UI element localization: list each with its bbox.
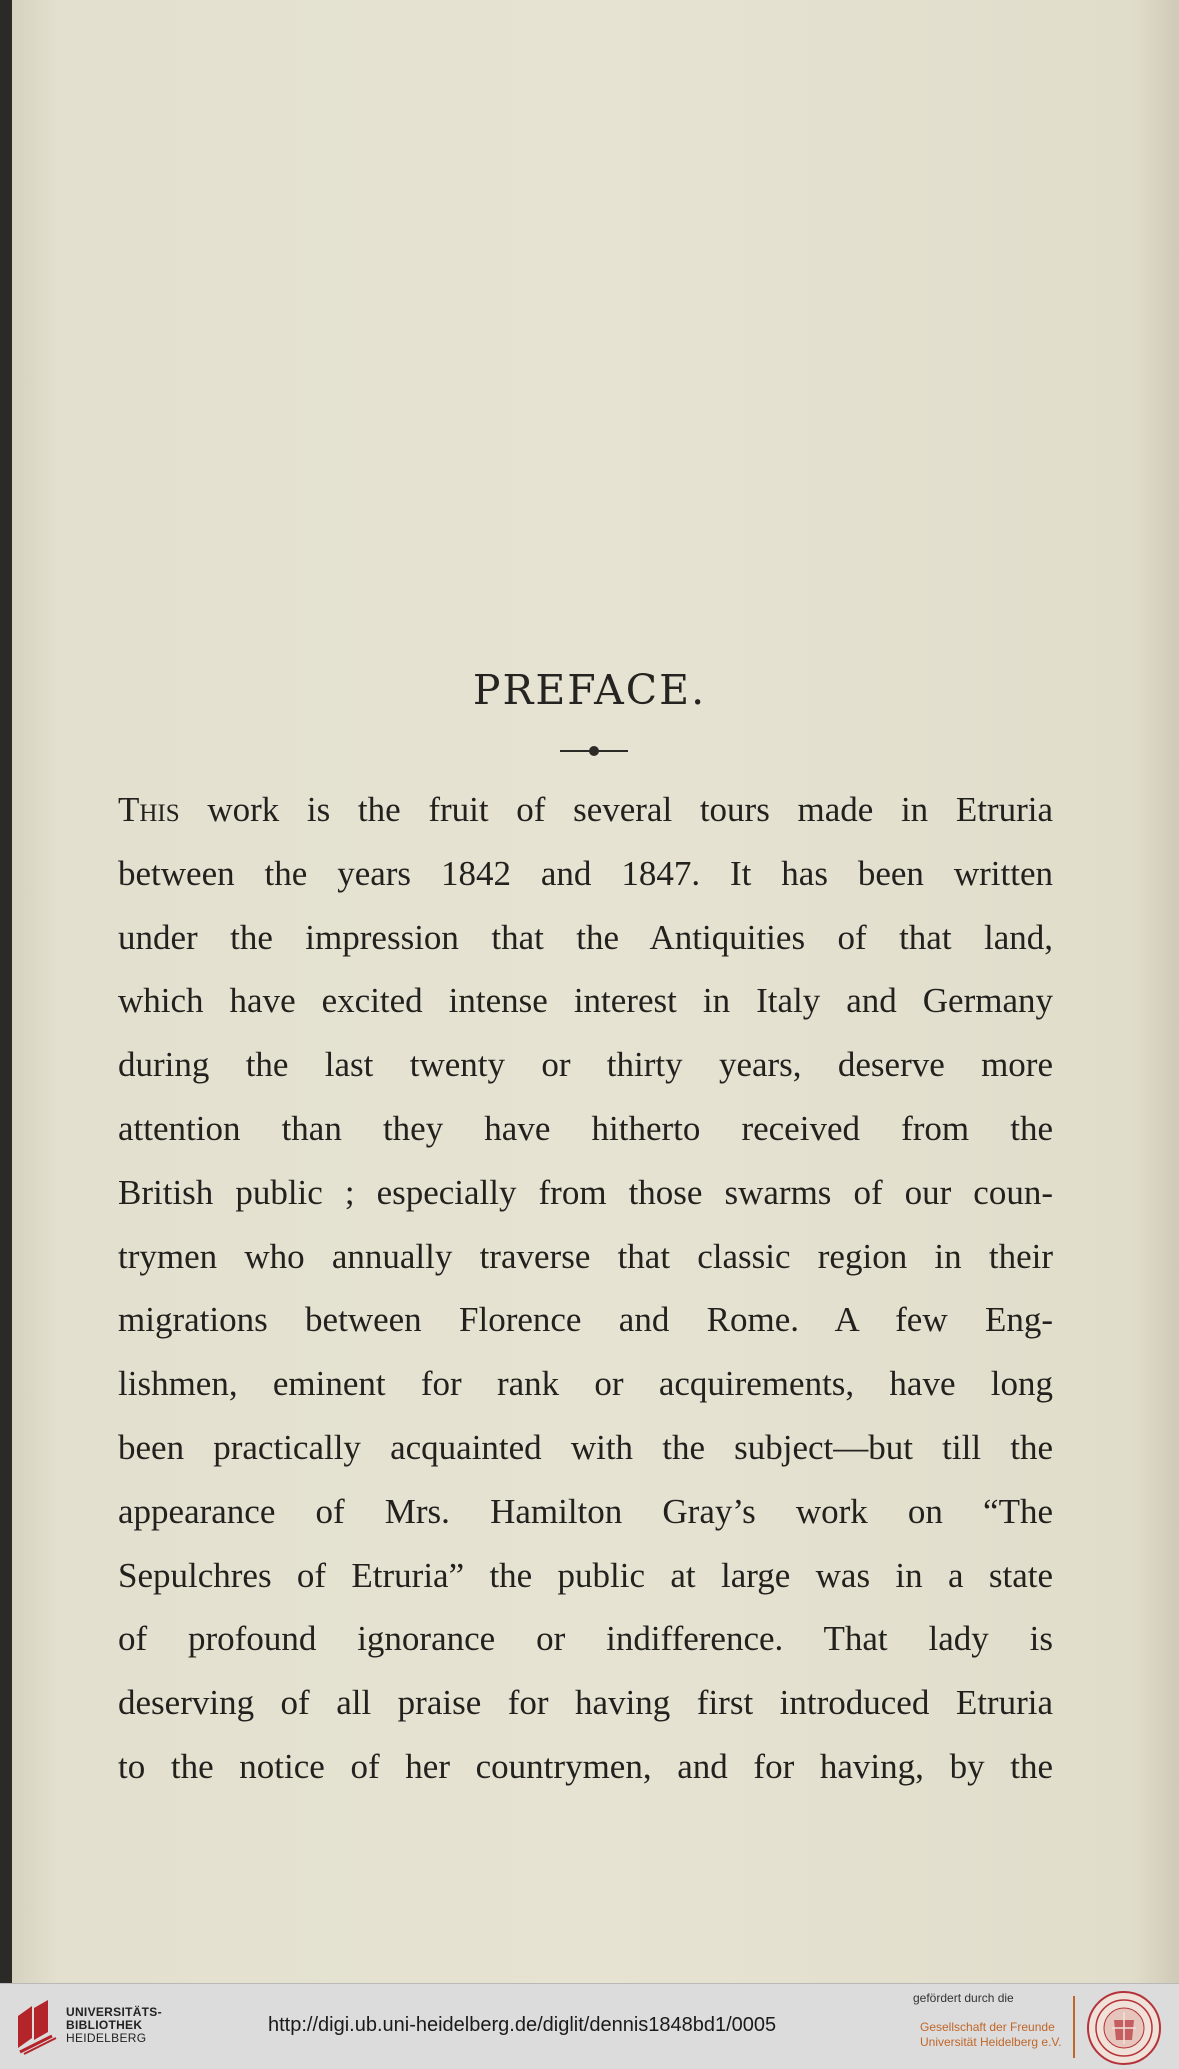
sponsor-name [920,2020,1062,2050]
text-line [118,1480,1053,1544]
line-text: deserving of all praise for having first introduced Etruria [118,1683,1053,1723]
text-line [118,1097,1053,1161]
text-line [118,969,1053,1033]
page-title: PREFACE. [472,666,707,714]
line-text: between the years 1842 and 1847. It has been written [118,853,1053,893]
footer-divider [1073,1996,1075,2058]
text-line [118,778,1053,842]
line-text: under the impression that the Antiquities of that land, [118,917,1053,957]
university-seal-icon [1086,1990,1162,2066]
text-line [118,1735,1053,1799]
line-text: trymen who annually traverse that classic region in their [118,1236,1053,1276]
line-text: appearance of Mrs. Hamilton Gray’s work on “The [118,1491,1053,1531]
library-name-line-3: HEIDELBERG [66,2031,147,2045]
library-name-line-2: BIBLIOTHEK [66,2018,143,2032]
line-text: work is the fruit of several tours made in Etruria [179,790,1053,829]
text-line [118,1607,1053,1671]
university-library-logo-icon [14,1998,58,2056]
sponsor-name-line-1: Gesellschaft der Freunde [920,2020,1055,2034]
line-text: British public ; especially from those swarms of our coun- [118,1172,1053,1212]
line-text: Sepulchres of Etruria” the public at large was in a state [118,1555,1053,1595]
library-name [66,2006,162,2045]
text-line [118,1352,1053,1416]
permalink-url[interactable]: http://digi.ub.uni-heidelberg.de/diglit/dennis1848bd1/0005 [268,2014,777,2036]
drop-word: This [118,790,180,829]
text-line [118,906,1053,970]
text-line [118,1288,1053,1352]
title-rule-ornament [589,746,599,756]
text-line [118,1161,1053,1225]
library-name-line-1: UNIVERSITÄTS- [66,2005,162,2019]
preface-body [118,778,1053,1799]
line-text: of profound ignorance or indifference. That lady is [118,1619,1053,1659]
line-text: to the notice of her countrymen, and for having, by the [118,1746,1053,1786]
bleed-through-text [132,120,1092,160]
footer-bar [0,1983,1179,2069]
text-line [118,1225,1053,1289]
line-text: been practically acquainted with the subject—but till the [118,1427,1053,1467]
line-text: attention than they have hitherto received from the [118,1108,1053,1148]
line-text: which have excited intense interest in Italy and Germany [118,981,1053,1021]
text-line [118,1544,1053,1608]
text-line [118,1416,1053,1480]
line-text: migrations between Florence and Rome. A few Eng- [118,1300,1053,1340]
sponsor-label: gefördert durch die [913,1991,1014,2005]
line-text: during the last twenty or thirty years, deserve more [118,1045,1053,1085]
sponsor-name-line-2: Universität Heidelberg e.V. [920,2035,1062,2049]
line-text: lishmen, eminent for rank or acquirements, have long [118,1364,1053,1404]
text-line [118,1033,1053,1097]
text-line [118,1671,1053,1735]
text-line [118,842,1053,906]
